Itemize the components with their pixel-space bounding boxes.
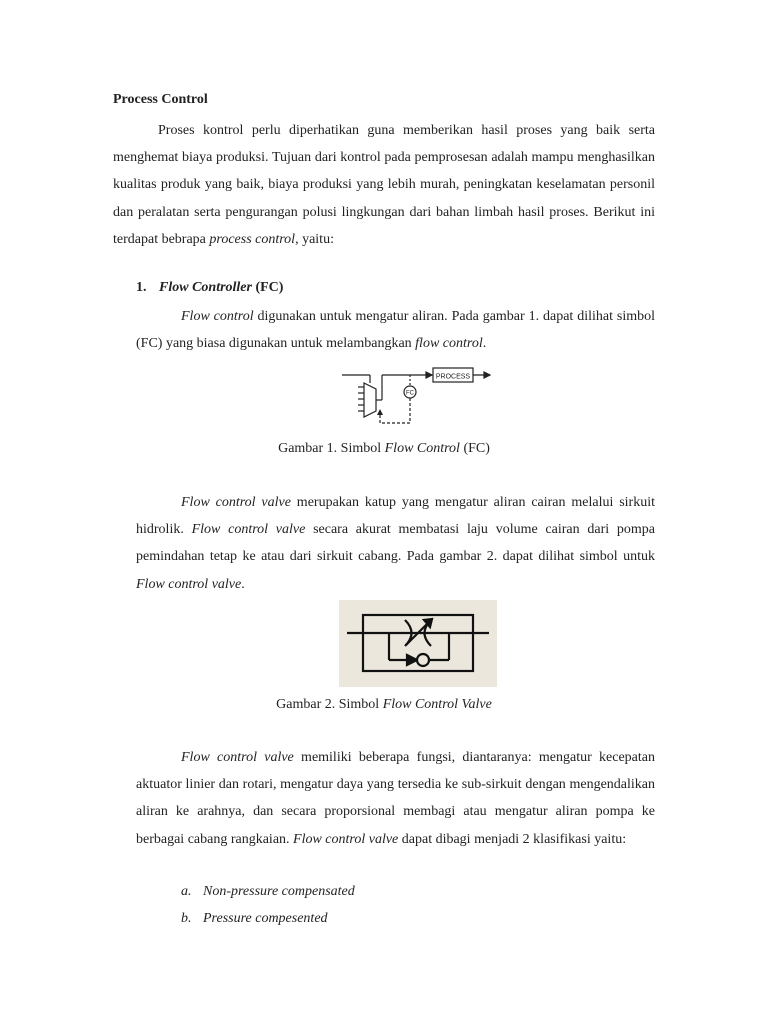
fc-text-1: digunakan untuk mengatur aliran. Pada gambar 1. dapat dilihat simbol (FC) yang biasa digunakan untuk melambangkan	[136, 309, 655, 352]
fc-italic-1: Flow control	[181, 309, 254, 324]
list-item-text: Non-pressure compensated	[203, 884, 355, 899]
intro-italic: process control	[209, 231, 296, 247]
func-text-1: memiliki beberapa fungsi, diantaranya: mengatur kecepatan aktuator linier dan rotari, mengatur daya yang tersedia ke sub-sirkuit dengan mengendalikan aliran ke arahnya, dan secara proporsional membagi atau mengatur aliran pompa ke berbagai cabang rangkaian.	[136, 750, 655, 847]
fcv-italic-3: Flow control valve	[136, 576, 242, 592]
caption-1-italic: Flow Control	[384, 441, 460, 456]
fcv-text-3: .	[241, 576, 245, 592]
figure-2-flow-control-valve-symbol	[339, 600, 497, 687]
fcv-text-2: secara akurat membatasi laju volume cairan dari pompa pemindahan tetap ke atau dari sirkuit cabang. Pada gambar 2. dapat dilihat simbol untuk	[136, 522, 655, 565]
fc-circle-label: FC	[406, 390, 414, 397]
list-marker: a.	[181, 884, 192, 899]
figure-1-caption	[0, 441, 768, 457]
func-italic-1: Flow control valve	[181, 750, 294, 765]
fcv-italic-2: Flow control valve	[191, 522, 306, 538]
intro-text: Proses kontrol perlu diperhatikan guna memberikan hasil proses yang baik serta menghemat biaya produksi. Tujuan dari kontrol pada pemprosesan adalah mampu menghasilkan kualitas produk yang baik, biaya produksi yang lebih murah, peningkatan keselamatan personil dan peralatan serta pengurangan polusi lingkungan dari bahan limbah hasil proses. Berikut ini terdapat bebrapa	[113, 123, 655, 247]
caption-1-prefix: Gambar 1. Simbol	[278, 441, 385, 456]
func-italic-2: Flow control valve	[293, 831, 399, 847]
fcv-text-1: merupakan katup yang mengatur aliran cairan melalui sirkuit hidrolik.	[136, 495, 655, 538]
list-marker: b.	[181, 911, 192, 926]
list-item	[181, 884, 355, 900]
fc-italic-2: flow control	[415, 336, 483, 352]
heading-rest: (FC)	[251, 280, 284, 295]
section-title: Process Control	[113, 92, 208, 107]
heading-flow-controller	[136, 280, 283, 296]
list-item	[181, 911, 328, 927]
functions-paragraph	[136, 744, 655, 853]
intro-paragraph	[113, 117, 655, 253]
func-text-2: dapat dibagi menjadi 2 klasifikasi yaitu:	[398, 831, 627, 847]
heading-number: 1.	[136, 280, 147, 295]
caption-2-prefix: Gambar 2. Simbol	[276, 697, 383, 712]
fcv-paragraph	[136, 489, 655, 598]
fc-text-2: .	[482, 336, 487, 352]
intro-text-end: , yaitu:	[295, 231, 334, 247]
fcv-italic-1: Flow control valve	[181, 495, 291, 510]
figure-1-flow-control-symbol	[340, 365, 500, 433]
process-box-label: PROCESS	[435, 373, 471, 381]
list-item-text: Pressure compesented	[203, 911, 328, 926]
caption-1-suffix: (FC)	[459, 441, 490, 456]
heading-italic: Flow Controller	[159, 280, 252, 295]
caption-2-italic: Flow Control Valve	[382, 697, 492, 712]
fc-paragraph	[136, 303, 655, 357]
figure-2-caption	[0, 697, 768, 713]
